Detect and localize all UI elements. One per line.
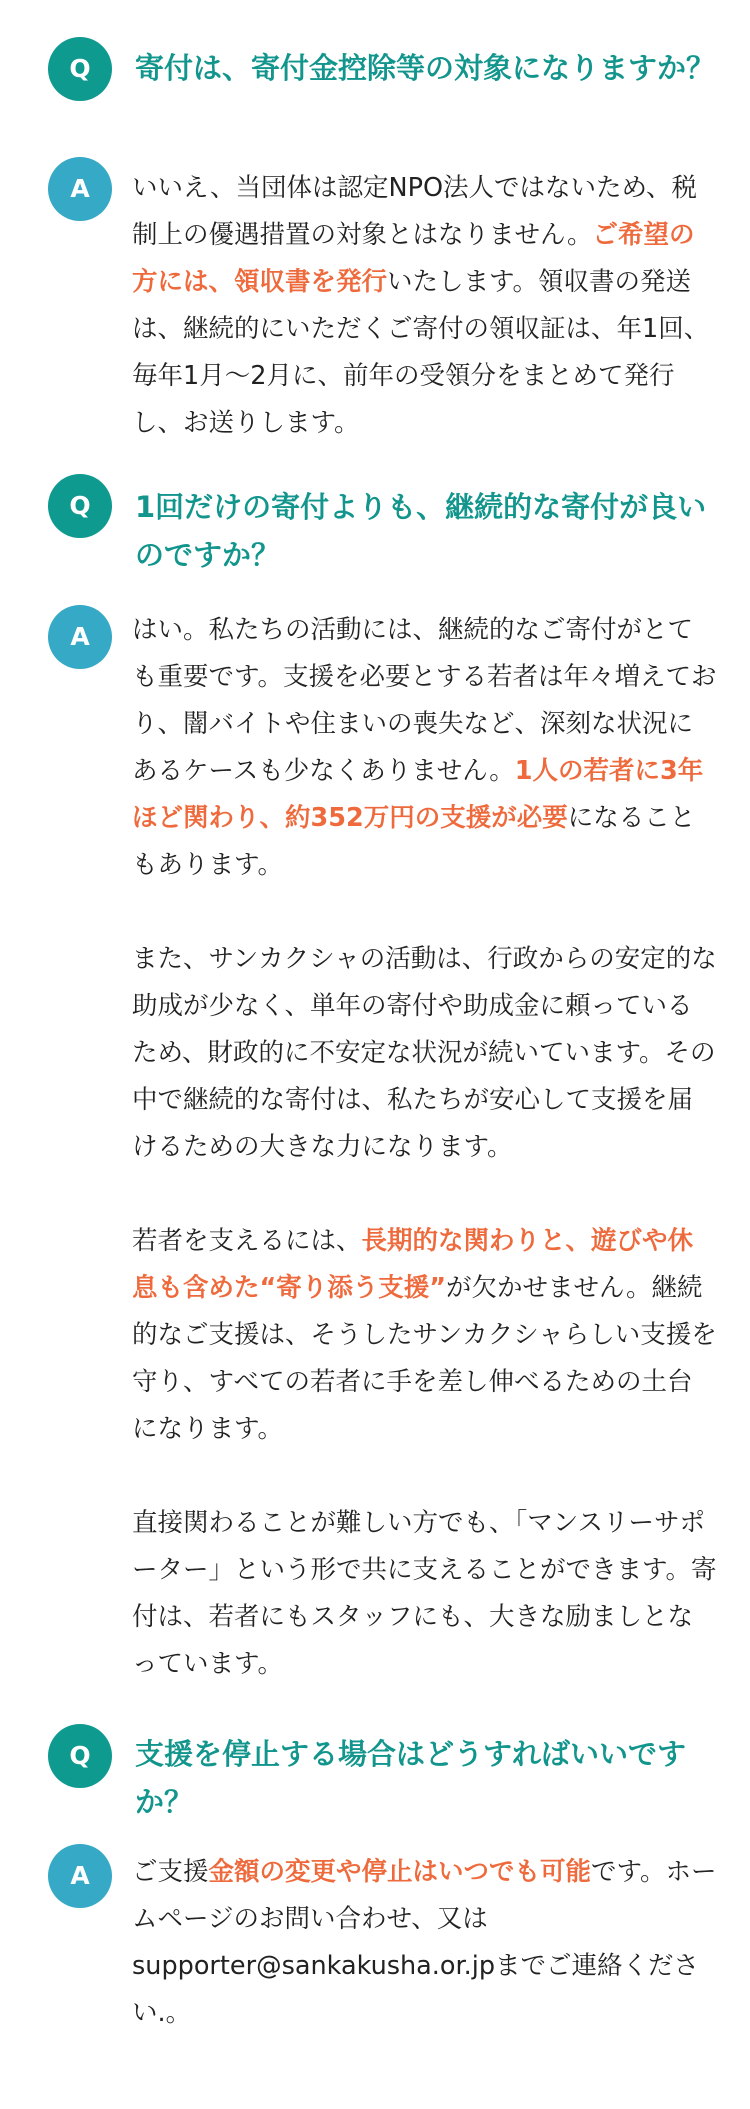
- answer-body: [132, 1849, 717, 2037]
- answer-body: [132, 607, 717, 1688]
- answer-paragraph: [132, 165, 717, 447]
- question-badge: Q: [48, 37, 112, 101]
- answer-text: いたします。領収書の発送は、継続的にいただくご寄付の領収証は、年1回、毎年1月～2月に、前年の受領分をまとめて発行し、お送りします。: [132, 267, 710, 438]
- answer-paragraph: [132, 1500, 717, 1688]
- question-text: 支援を停止する場合はどうすればいいですか？: [135, 1737, 687, 1819]
- answer-text: いいえ、当団体は認定NPO法人ではないため、税制上の優遇措置の対象とはなりません。: [132, 173, 698, 250]
- highlight-text: 1人の若者に3年ほど関わり、約352万円の支援が必要: [132, 756, 704, 833]
- highlight-text: ご希望の方には、領収書を発行: [132, 220, 695, 297]
- answer-body: [132, 165, 717, 447]
- answer-text: です。ホームページのお問い合わせ、又はsupporter@sankakusha.or.jpまでご連絡ください.。: [132, 1857, 717, 2028]
- answer-text: また、サンカクシャの活動は、行政からの安定的な助成が少なく、単年の寄付や助成金に頼っているため、財政的に不安定な状況が続いています。その中で継続的な寄付は、私たちが安心して支援を届けるための大きな力になります。: [132, 944, 717, 1162]
- answer-text: ご支援: [132, 1857, 209, 1887]
- highlight-text: 金額の変更や停止はいつでも可能: [208, 1857, 592, 1887]
- question-text: 寄付は、寄付金控除等の対象になりますか？: [135, 51, 716, 85]
- answer-text: 若者を支えるには、: [132, 1226, 362, 1256]
- answer-paragraph: [132, 607, 717, 889]
- answer-badge: A: [48, 157, 112, 221]
- question-badge: Q: [48, 474, 112, 538]
- answer-text: が欠かせません。継続的なご支援は、そうしたサンカクシャらしい支援を守り、すべての若者に手を差し伸べるための土台になります。: [132, 1273, 717, 1444]
- question-text: 1回だけの寄付よりも、継続的な寄付が良いのですか？: [135, 490, 707, 572]
- answer-text: 直接関わることが難しい方でも、「マンスリーサポーター」という形で共に支えることができます。寄付は、若者にもスタッフにも、大きな励ましとなっています。: [132, 1508, 717, 1679]
- answer-paragraph: [132, 1849, 717, 2037]
- answer-text: になることもあります。: [132, 803, 696, 880]
- answer-badge: A: [48, 1844, 112, 1908]
- answer-paragraph: [132, 936, 717, 1171]
- answer-badge: A: [48, 605, 112, 669]
- answer-text: はい。私たちの活動には、継続的なご寄付がとても重要です。支援を必要とする若者は年々増えており、闇バイトや住まいの喪失など、深刻な状況にあるケースも少なくありません。: [132, 615, 717, 786]
- answer-paragraph: [132, 1218, 717, 1453]
- highlight-text: 長期的な関わりと、遊びや休息も含めた“寄り添う支援”: [132, 1226, 694, 1303]
- question-badge: Q: [48, 1724, 112, 1788]
